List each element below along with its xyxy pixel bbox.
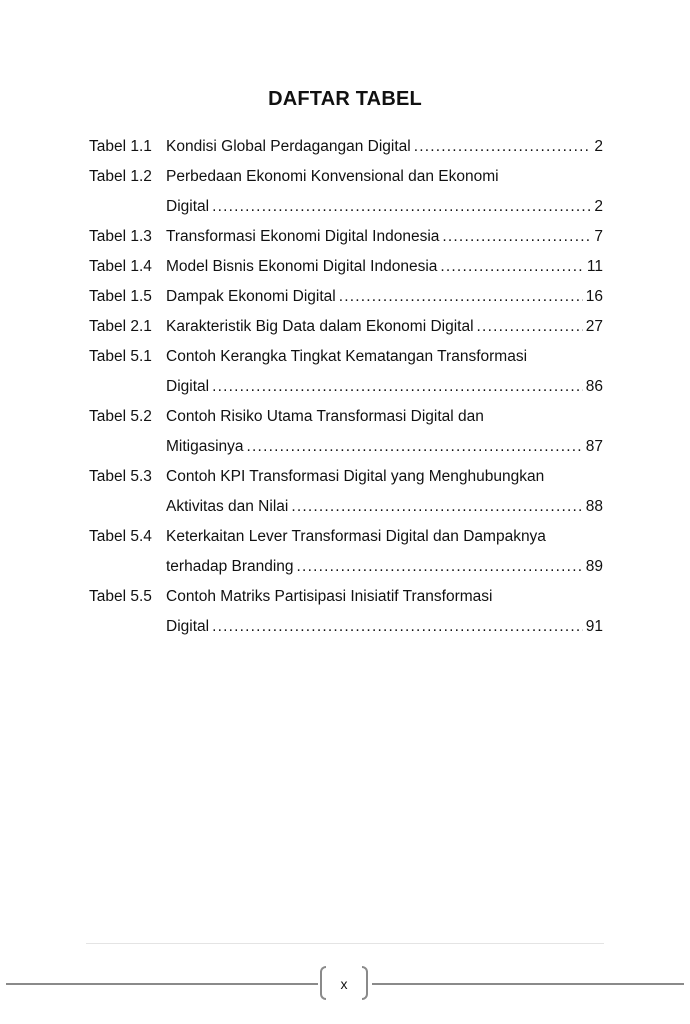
dot-leader xyxy=(247,432,583,462)
dot-leader xyxy=(212,192,591,222)
toc-entry-line xyxy=(89,162,603,192)
toc-entry-line xyxy=(89,252,603,282)
toc-entry-line xyxy=(89,522,603,552)
toc-entry-line xyxy=(89,342,603,372)
dot-leader xyxy=(297,552,583,582)
table-title: Karakteristik Big Data dalam Ekonomi Digital xyxy=(166,318,474,335)
table-title: Contoh Kerangka Tingkat Kematangan Transformasi xyxy=(166,348,528,365)
toc-entry[interactable] xyxy=(89,582,603,642)
page-number: 27 xyxy=(585,318,603,335)
table-number: Tabel 5.4 xyxy=(89,528,152,545)
table-title: Digital xyxy=(166,618,210,635)
table-title: Dampak Ekonomi Digital xyxy=(166,288,336,305)
page-number: 91 xyxy=(585,618,603,635)
toc-entry-line xyxy=(89,312,603,342)
toc-entry-line xyxy=(89,552,603,582)
page-number: 7 xyxy=(594,228,603,245)
table-title: Aktivitas dan Nilai xyxy=(166,498,289,515)
dot-leader xyxy=(212,612,583,642)
table-number: Tabel 5.2 xyxy=(89,408,152,425)
toc-entry-line xyxy=(89,222,603,252)
toc-entry-line xyxy=(89,582,603,612)
dot-leader xyxy=(212,372,583,402)
toc-entry-line xyxy=(89,492,603,522)
page-number: 87 xyxy=(585,438,603,455)
page-number: 86 xyxy=(585,378,603,395)
table-title: Contoh Risiko Utama Transformasi Digital dan xyxy=(166,408,484,425)
table-number: Tabel 5.5 xyxy=(89,588,152,605)
table-number: Tabel 1.2 xyxy=(89,168,152,185)
toc-entry-line xyxy=(89,462,603,492)
table-number: Tabel 1.1 xyxy=(89,138,152,155)
table-number: Tabel 5.3 xyxy=(89,468,152,485)
table-title: Digital xyxy=(166,378,210,395)
toc-entry[interactable] xyxy=(89,132,603,162)
page-number: 88 xyxy=(585,498,603,515)
dot-leader xyxy=(440,252,584,282)
toc-entry-line xyxy=(89,132,603,162)
table-title: Contoh KPI Transformasi Digital yang Menghubungkan xyxy=(166,468,545,485)
toc-entry[interactable] xyxy=(89,252,603,282)
dot-leader xyxy=(442,222,591,252)
toc-entry-line xyxy=(89,402,603,432)
table-title: Model Bisnis Ekonomi Digital Indonesia xyxy=(166,258,438,275)
table-number: Tabel 2.1 xyxy=(89,318,152,335)
table-of-tables xyxy=(89,132,603,642)
toc-entry[interactable] xyxy=(89,462,603,522)
table-number: Tabel 5.1 xyxy=(89,348,152,365)
table-title: Transformasi Ekonomi Digital Indonesia xyxy=(166,228,440,245)
page-number: 11 xyxy=(586,258,603,275)
toc-entry-line xyxy=(89,282,603,312)
toc-entry[interactable] xyxy=(89,342,603,402)
table-number: Tabel 1.5 xyxy=(89,288,152,305)
table-number: Tabel 1.3 xyxy=(89,228,152,245)
dot-leader xyxy=(414,132,592,162)
table-title: Digital xyxy=(166,198,210,215)
toc-entry-line xyxy=(89,432,603,462)
toc-entry[interactable] xyxy=(89,222,603,252)
toc-entry[interactable] xyxy=(89,282,603,312)
footer-bracket-right xyxy=(362,966,368,1000)
footer-page-number: x xyxy=(340,976,348,992)
toc-entry-line xyxy=(89,612,603,642)
footer-line-left xyxy=(6,983,318,985)
page-number: 16 xyxy=(585,288,603,305)
footer-line-right xyxy=(372,983,684,985)
page-title: DAFTAR TABEL xyxy=(268,88,422,110)
dot-leader xyxy=(477,312,583,342)
page-number: 2 xyxy=(594,138,603,155)
table-title: Keterkaitan Lever Transformasi Digital dan Dampaknya xyxy=(166,528,546,545)
footer-divider xyxy=(86,943,604,944)
table-title: terhadap Branding xyxy=(166,558,294,575)
toc-entry[interactable] xyxy=(89,402,603,462)
table-title: Perbedaan Ekonomi Konvensional dan Ekonomi xyxy=(166,168,499,185)
table-title: Kondisi Global Perdagangan Digital xyxy=(166,138,411,155)
dot-leader xyxy=(291,492,582,522)
toc-entry[interactable] xyxy=(89,522,603,582)
table-title: Contoh Matriks Partisipasi Inisiatif Transformasi xyxy=(166,588,493,605)
page-number: 2 xyxy=(594,198,603,215)
page-number: 89 xyxy=(585,558,603,575)
toc-entry-line xyxy=(89,192,603,222)
dot-leader xyxy=(339,282,583,312)
toc-entry-line xyxy=(89,372,603,402)
toc-entry[interactable] xyxy=(89,162,603,222)
toc-entry[interactable] xyxy=(89,312,603,342)
table-number: Tabel 1.4 xyxy=(89,258,152,275)
table-title: Mitigasinya xyxy=(166,438,244,455)
